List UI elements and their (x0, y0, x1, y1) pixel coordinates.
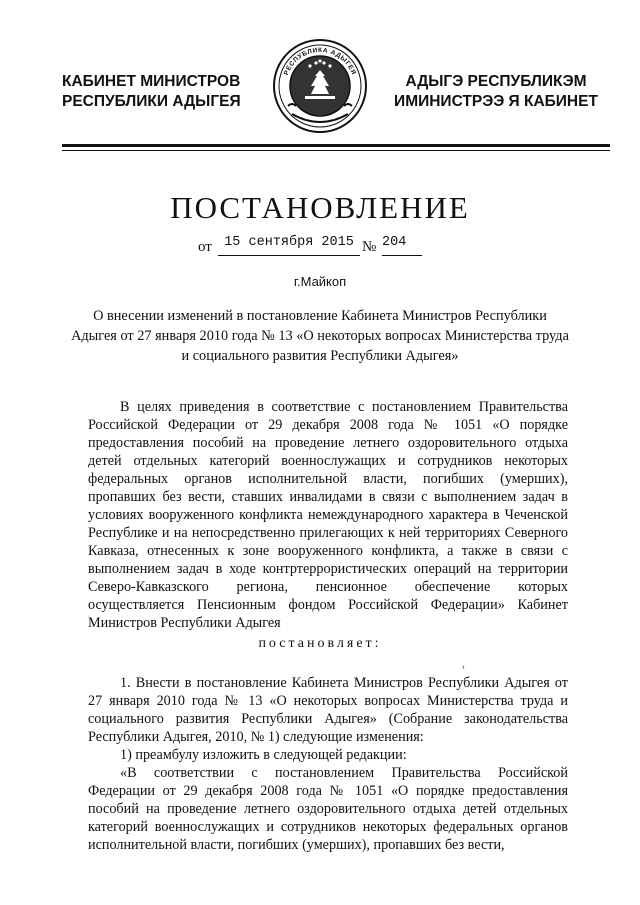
scan-mark: , (462, 656, 465, 670)
preamble-paragraph: В целях приведения в соответствие с постановлением Правительства Российской Федерации от 29 декабря 2008 года № 1051 «О порядке предоставления пособий на проведение летнего оздоровительного отдыха детей отдельных категорий военнослужащих и сотрудников некоторых федеральных органов исполнительной власти, погибших (умерших), пропавших без вести, ставших инвалидами в связи с выполнением задач в условиях вооруженного конфликта немеждународного характера в Чеченской Республике и на непосредственно прилегающих к ней территориях Северного Кавказа, отнесенных к зоне вооруженного конфликта, а также в связи с выполнением задач в ходе контртеррористических операций на территории Северо-Кавказского региона, пенсионное обеспечение которых осуществляется Пенсионным фондом Российской Федерации» Кабинет Министров Республики Адыгея (88, 399, 568, 631)
header-left-line2: РЕСПУБЛИКИ АДЫГЕЯ (62, 93, 241, 110)
date-number-line (198, 232, 418, 258)
document-title: ПОСТАНОВЛЕНИЕ (170, 190, 470, 225)
header-right-line2: ИМИНИСТРЭЭ Я КАБИНЕТ (394, 93, 598, 110)
items-block (88, 674, 568, 854)
document-date: 15 сентября 2015 (218, 235, 360, 256)
date-prefix: от (198, 239, 212, 255)
document-number: 204 (382, 235, 422, 256)
item-1: 1. Внести в постановление Кабинета Министров Республики Адыгея от 27 января 2010 года № 13 «О некоторых вопросах Министерства труда и социального развития Республики Адыгея» (Собрание законодательства Республики Адыгея, 2010, № 1) следующие изменения: (88, 675, 568, 745)
number-prefix: № (362, 239, 377, 255)
header-rule-thin (62, 150, 610, 151)
item-1-1: 1) преамбулу изложить в следующей редакции: (120, 747, 407, 763)
header-rule-thick (62, 144, 610, 147)
emblem-ring-text: РЕСПУБЛИКА АДЫГЕЯ (282, 46, 358, 77)
city: г.Майкоп (293, 274, 347, 289)
header-left (62, 72, 262, 112)
decree-word: постановляет: (258, 636, 382, 651)
header-right-line1: АДЫГЭ РЕСПУБЛИКЭМ (405, 73, 587, 90)
quote-paragraph: «В соответствии с постановлением Правительства Российской Федерации от 29 декабря 2008 года № 1051 «О порядке предоставления пособий на проведение летнего оздоровительного отдыха детей отдельных категорий военнослужащих и сотрудников некоторых федеральных органов исполнительной власти, погибших (умерших), пропавших без вести, (88, 765, 568, 853)
document-subject: О внесении изменений в постановление Кабинета Министров Республики Адыгея от 27 января 2010 года № 13 «О некоторых вопросах Министерства труда и социального развития Республики Адыгея» (71, 308, 569, 364)
header-right (376, 72, 616, 112)
preamble-block (88, 398, 568, 632)
header-left-line1: КАБИНЕТ МИНИСТРОВ (62, 73, 241, 90)
coat-of-arms-emblem (272, 36, 368, 136)
